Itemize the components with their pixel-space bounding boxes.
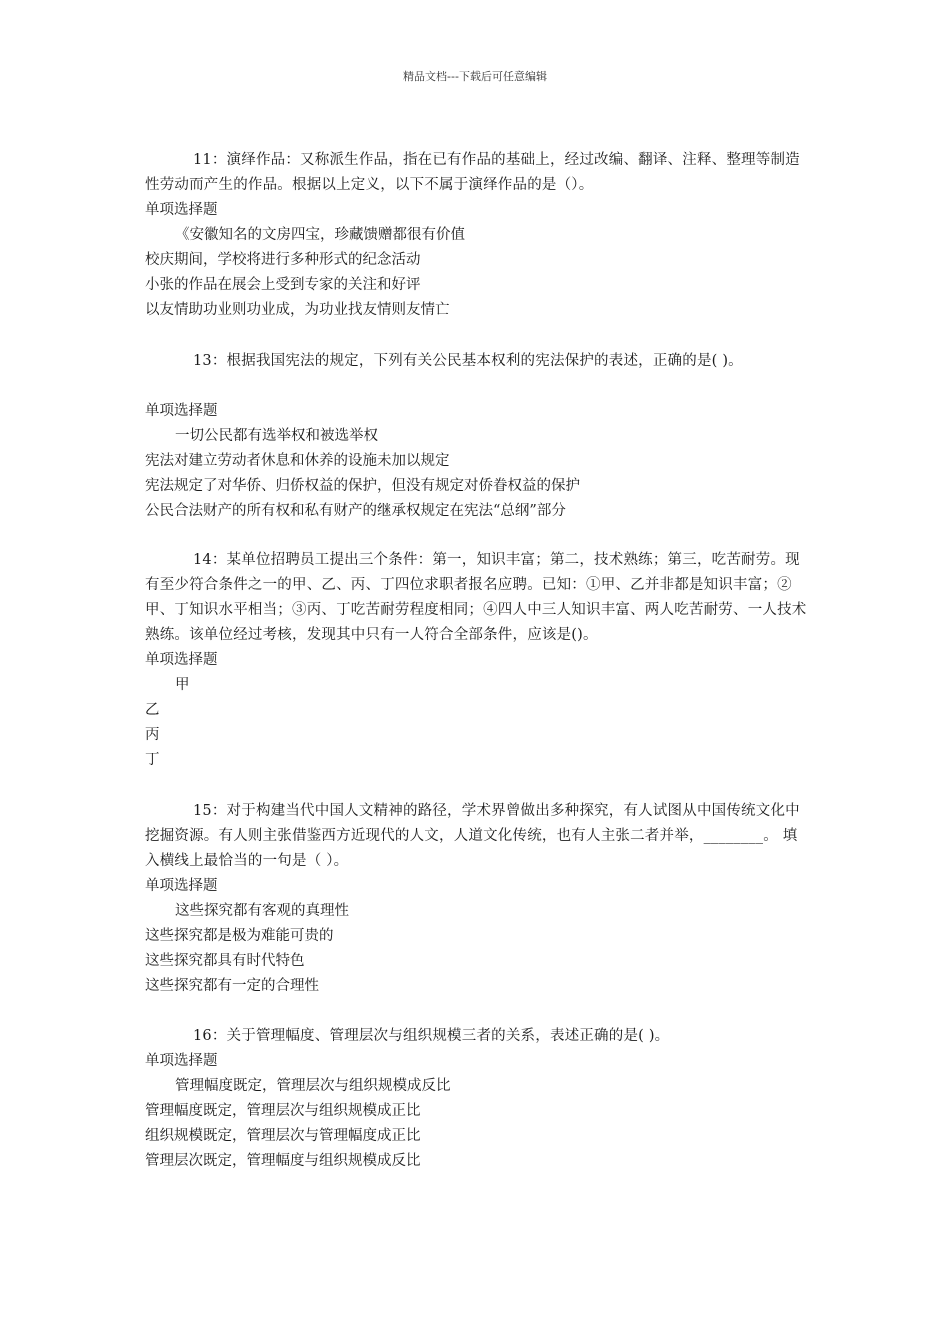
option-d[interactable]: 公民合法财产的所有权和私有财产的继承权规定在宪法“总纲”部分 [145, 503, 566, 519]
spacer [145, 999, 810, 1024]
option-b[interactable]: 乙 [145, 702, 160, 718]
question-13 [145, 349, 810, 524]
spacer [145, 374, 810, 399]
question-14 [145, 548, 810, 773]
option-b[interactable]: 管理幅度既定，管理层次与组织规模成正比 [145, 1103, 421, 1119]
option-c[interactable]: 小张的作品在展会上受到专家的关注和好评 [145, 277, 421, 293]
question-stem: 14：某单位招聘员工提出三个条件：第一，知识丰富；第二，技术熟练；第三，吃苦耐劳。现有至少符合条件之一的甲、乙、丙、丁四位求职者报名应聘。已知：①甲、乙并非都是知识丰富；②甲、丁知识水平相当；③丙、丁吃苦耐劳程度相同；④四人中三人知识丰富、两人吃苦耐劳、一人技术熟练。该单位经过考核，发现其中只有一人符合全部条件，应该是()。 [145, 552, 807, 643]
question-16 [145, 1024, 810, 1174]
question-stem: 11：演绎作品：又称派生作品，指在已有作品的基础上，经过改编、翻译、注释、整理等制造性劳动而产生的作品。根据以上定义，以下不属于演绎作品的是（）。 [145, 152, 800, 193]
question-15 [145, 799, 810, 999]
option-d[interactable]: 以友情助功业则功业成，为功业找友情则友情亡 [145, 302, 450, 318]
spacer [145, 524, 810, 548]
spacer [145, 773, 810, 799]
question-type: 单项选择题 [145, 878, 218, 894]
option-d[interactable]: 丁 [145, 752, 160, 768]
question-type: 单项选择题 [145, 652, 218, 668]
option-c[interactable]: 丙 [145, 727, 160, 743]
option-d[interactable]: 管理层次既定，管理幅度与组织规模成反比 [145, 1153, 421, 1169]
spacer [145, 323, 810, 349]
question-type: 单项选择题 [145, 1053, 218, 1069]
question-stem: 15：对于构建当代中国人文精神的路径，学术界曾做出多种探究，有人试图从中国传统文化中挖掘资源。有人则主张借鉴西方近现代的人文，人道文化传统，也有人主张二者并举，________。 填入横线上最恰当的一句是（ ）。 [145, 803, 800, 869]
option-a[interactable]: 这些探究都有客观的真理性 [175, 903, 349, 919]
page-header: 精品文档---下载后可任意编辑 [403, 70, 547, 83]
option-a[interactable]: 《安徽知名的文房四宝，珍藏馈赠都很有价值 [175, 227, 465, 243]
option-c[interactable]: 组织规模既定，管理层次与管理幅度成正比 [145, 1128, 421, 1144]
option-a[interactable]: 甲 [175, 677, 190, 693]
option-a[interactable]: 一切公民都有选举权和被选举权 [175, 428, 378, 444]
option-a[interactable]: 管理幅度既定，管理层次与组织规模成反比 [175, 1078, 451, 1094]
option-b[interactable]: 宪法对建立劳动者休息和休养的设施未加以规定 [145, 453, 450, 469]
option-d[interactable]: 这些探究都有一定的合理性 [145, 978, 319, 994]
option-b[interactable]: 这些探究都是极为难能可贵的 [145, 928, 334, 944]
document-body [145, 148, 810, 1174]
option-c[interactable]: 宪法规定了对华侨、归侨权益的保护，但没有规定对侨眷权益的保护 [145, 478, 580, 494]
question-11 [145, 148, 810, 323]
option-b[interactable]: 校庆期间，学校将进行多种形式的纪念活动 [145, 252, 421, 268]
question-stem: 16：关于管理幅度、管理层次与组织规模三者的关系，表述正确的是( )。 [193, 1028, 670, 1044]
question-stem: 13：根据我国宪法的规定，下列有关公民基本权利的宪法保护的表述，正确的是( )。 [193, 353, 743, 369]
question-type: 单项选择题 [145, 202, 218, 218]
option-c[interactable]: 这些探究都具有时代特色 [145, 953, 305, 969]
question-type: 单项选择题 [145, 403, 218, 419]
